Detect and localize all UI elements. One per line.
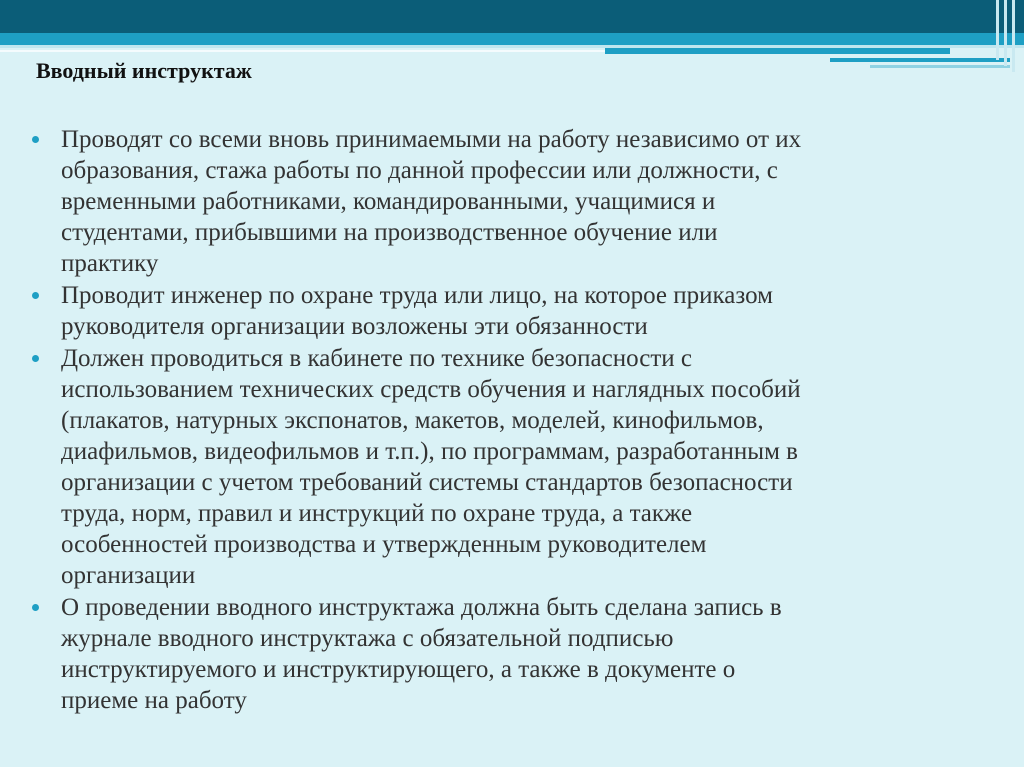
bullet-line: Должен проводиться в кабинете по технике безопасности с — [61, 345, 692, 372]
bullet-dot-icon — [32, 292, 39, 299]
slide-title: Вводный инструктаж — [36, 58, 252, 83]
bullet-line: использованием технических средств обучения и наглядных пособий — [61, 376, 801, 403]
header-band-dark — [0, 0, 1024, 33]
bullet-line: труда, норм, правил и инструкций по охране труда, а также — [61, 500, 693, 527]
bullet-dot-icon — [32, 136, 39, 143]
bullet-dot-icon — [32, 355, 39, 362]
decorative-vertical-bar — [996, 0, 999, 60]
bullet-list — [30, 124, 1005, 717]
bullet-item — [30, 280, 1005, 342]
bullet-line: студентами, прибывшими на производственное обучение или — [61, 219, 718, 246]
bullet-line: образования, стажа работы по данной профессии или должности, с — [61, 157, 778, 184]
header-band-stripe — [0, 33, 1024, 45]
bullet-line: Проводят со всеми вновь принимаемыми на работу независимо от их — [61, 126, 802, 153]
bullet-line: временными работниками, командированными, учащимися и — [61, 188, 716, 215]
bullet-line: диафильмов, видеофильмов и т.п.), по программам, разработанным в — [61, 438, 798, 465]
bullet-item — [30, 592, 1005, 716]
bullet-line: журнале вводного инструктажа с обязательной подписью — [61, 625, 674, 652]
bullet-line: организации — [61, 562, 196, 589]
bullet-item — [30, 124, 1005, 279]
bullet-line: особенностей производства и утвержденным руководителем — [61, 531, 707, 558]
decorative-line — [830, 58, 1010, 62]
decorative-line — [870, 65, 1010, 68]
decorative-vertical-bar — [1004, 0, 1007, 66]
bullet-line: руководителя организации возложены эти обязанности — [61, 313, 648, 340]
bullet-line: практику — [61, 250, 159, 277]
bullet-line: Проводит инженер по охране труда или лицо, на которое приказом — [61, 282, 773, 309]
header-band-white-line — [0, 50, 605, 52]
bullet-line: приеме на работу — [61, 687, 247, 714]
bullet-line: (плакатов, натурных экспонатов, макетов, моделей, кинофильмов, — [61, 407, 764, 434]
bullet-line: организации с учетом требований системы стандартов безопасности — [61, 469, 793, 496]
bullet-line: инструктируемого и инструктирующего, а также в документе о — [61, 656, 736, 683]
decorative-line — [605, 48, 950, 54]
decorative-vertical-bar — [1012, 0, 1015, 72]
bullet-item — [30, 343, 1005, 591]
bullet-dot-icon — [32, 604, 39, 611]
bullet-line: О проведении вводного инструктажа должна быть сделана запись в — [61, 594, 782, 621]
